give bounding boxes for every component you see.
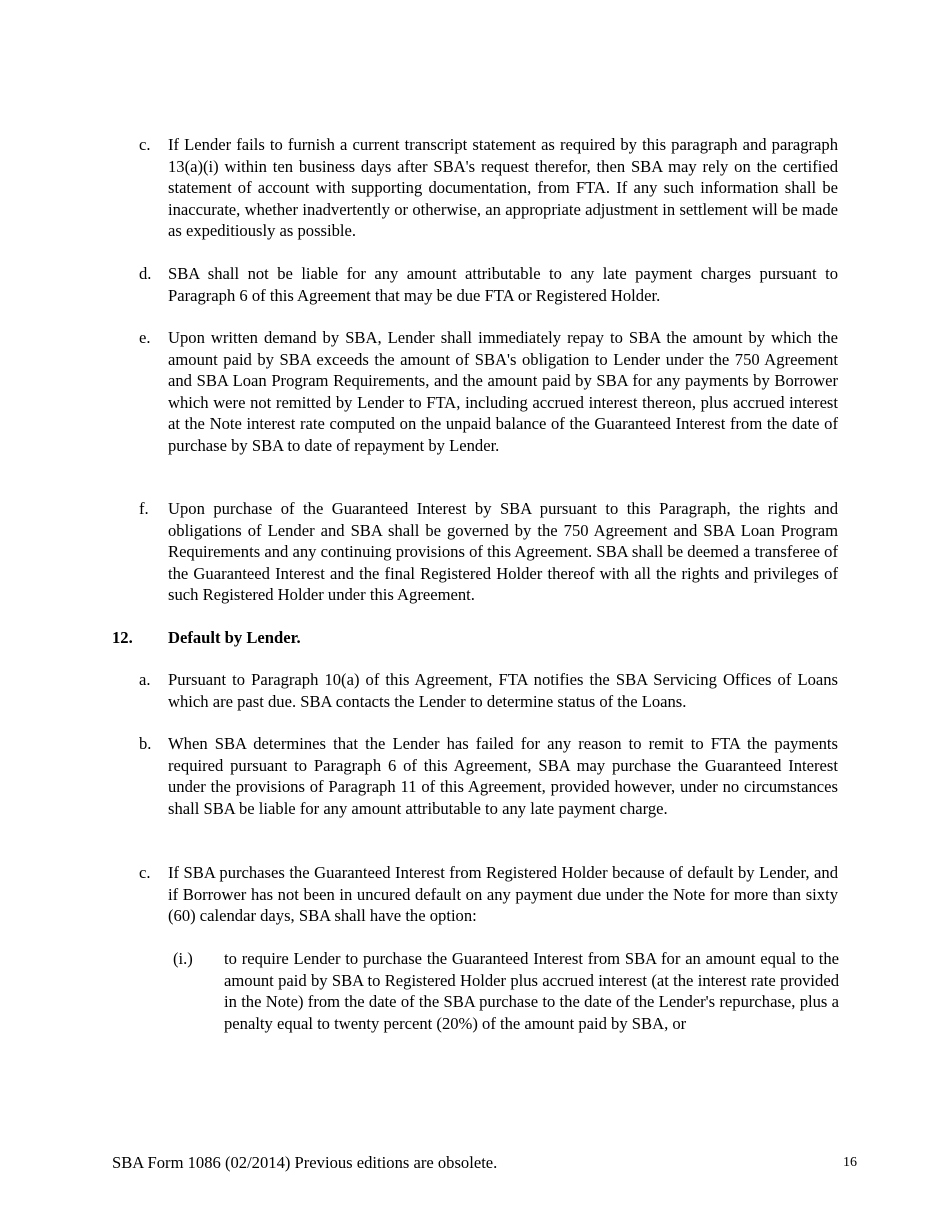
item-label: e.	[139, 328, 151, 347]
item-text: Pursuant to Paragraph 10(a) of this Agreement, FTA notifies the SBA Servicing Offices of Loans which are past due. SBA contacts the Lender to determine status of the Loans.	[168, 670, 838, 711]
sub-item-label: (i.)	[173, 949, 193, 968]
section-title: Default by Lender.	[168, 628, 301, 647]
item-text: SBA shall not be liable for any amount attributable to any late payment charges pursuant to Paragraph 6 of this Agreement that may be due FTA or Registered Holder.	[168, 264, 838, 305]
item-label: d.	[139, 264, 152, 283]
item-text: If SBA purchases the Guaranteed Interest from Registered Holder because of default by Lender, and if Borrower has not been in uncured default on any payment due under the Note for more than sixty (60) calendar days, SBA shall have the option:	[168, 863, 838, 925]
item-text: Upon written demand by SBA, Lender shall immediately repay to SBA the amount by which the amount paid by SBA exceeds the amount of SBA's obligation to Lender under the 750 Agreement and SBA Loan Program Requirements, and the amount paid by SBA for any payments by Borrower which were not remitted by Lender to FTA, including accrued interest thereon, plus accrued interest at the Note interest rate computed on the unpaid balance of the Guaranteed Interest from the date of purchase by SBA to date of repayment by Lender.	[168, 328, 838, 455]
sub-item-text: to require Lender to purchase the Guaranteed Interest from SBA for an amount equal to the amount paid by SBA to Registered Holder plus accrued interest (at the interest rate provided in the Note) from the date of the SBA purchase to the date of the Lender's repurchase, plus a penalty equal to twenty percent (20%) of the amount paid by SBA, or	[224, 949, 839, 1033]
item-label: a.	[139, 670, 151, 689]
section-number: 12.	[112, 628, 133, 647]
item-text: Upon purchase of the Guaranteed Interest by SBA pursuant to this Paragraph, the rights and obligations of Lender and SBA shall be governed by the 750 Agreement and SBA Loan Program Requirements and any continuing provisions of this Agreement. SBA shall be deemed a transferee of the Guaranteed Interest and the final Registered Holder thereof with all the rights and privileges of such Registered Holder under this Agreement.	[168, 499, 838, 604]
item-label: c.	[139, 135, 151, 154]
page-number: 16	[843, 1155, 857, 1170]
item-text: If Lender fails to furnish a current transcript statement as required by this paragraph and paragraph 13(a)(i) within ten business days after SBA's request therefor, then SBA may rely on the certified statement of account with supporting documentation, from FTA. If any such information shall be inaccurate, whether inadvertently or otherwise, an appropriate adjustment in settlement will be made as expeditiously as possible.	[168, 135, 838, 240]
item-label: f.	[139, 499, 149, 518]
footer-form-text: SBA Form 1086 (02/2014) Previous editions are obsolete.	[112, 1153, 498, 1172]
item-label: b.	[139, 734, 152, 753]
item-text: When SBA determines that the Lender has failed for any reason to remit to FTA the payments required pursuant to Paragraph 6 of this Agreement, SBA may purchase the Guaranteed Interest under the provisions of Paragraph 11 of this Agreement, provided however, under no circumstances shall SBA be liable for any amount attributable to any late payment charge.	[168, 734, 838, 818]
item-label: c.	[139, 863, 151, 882]
